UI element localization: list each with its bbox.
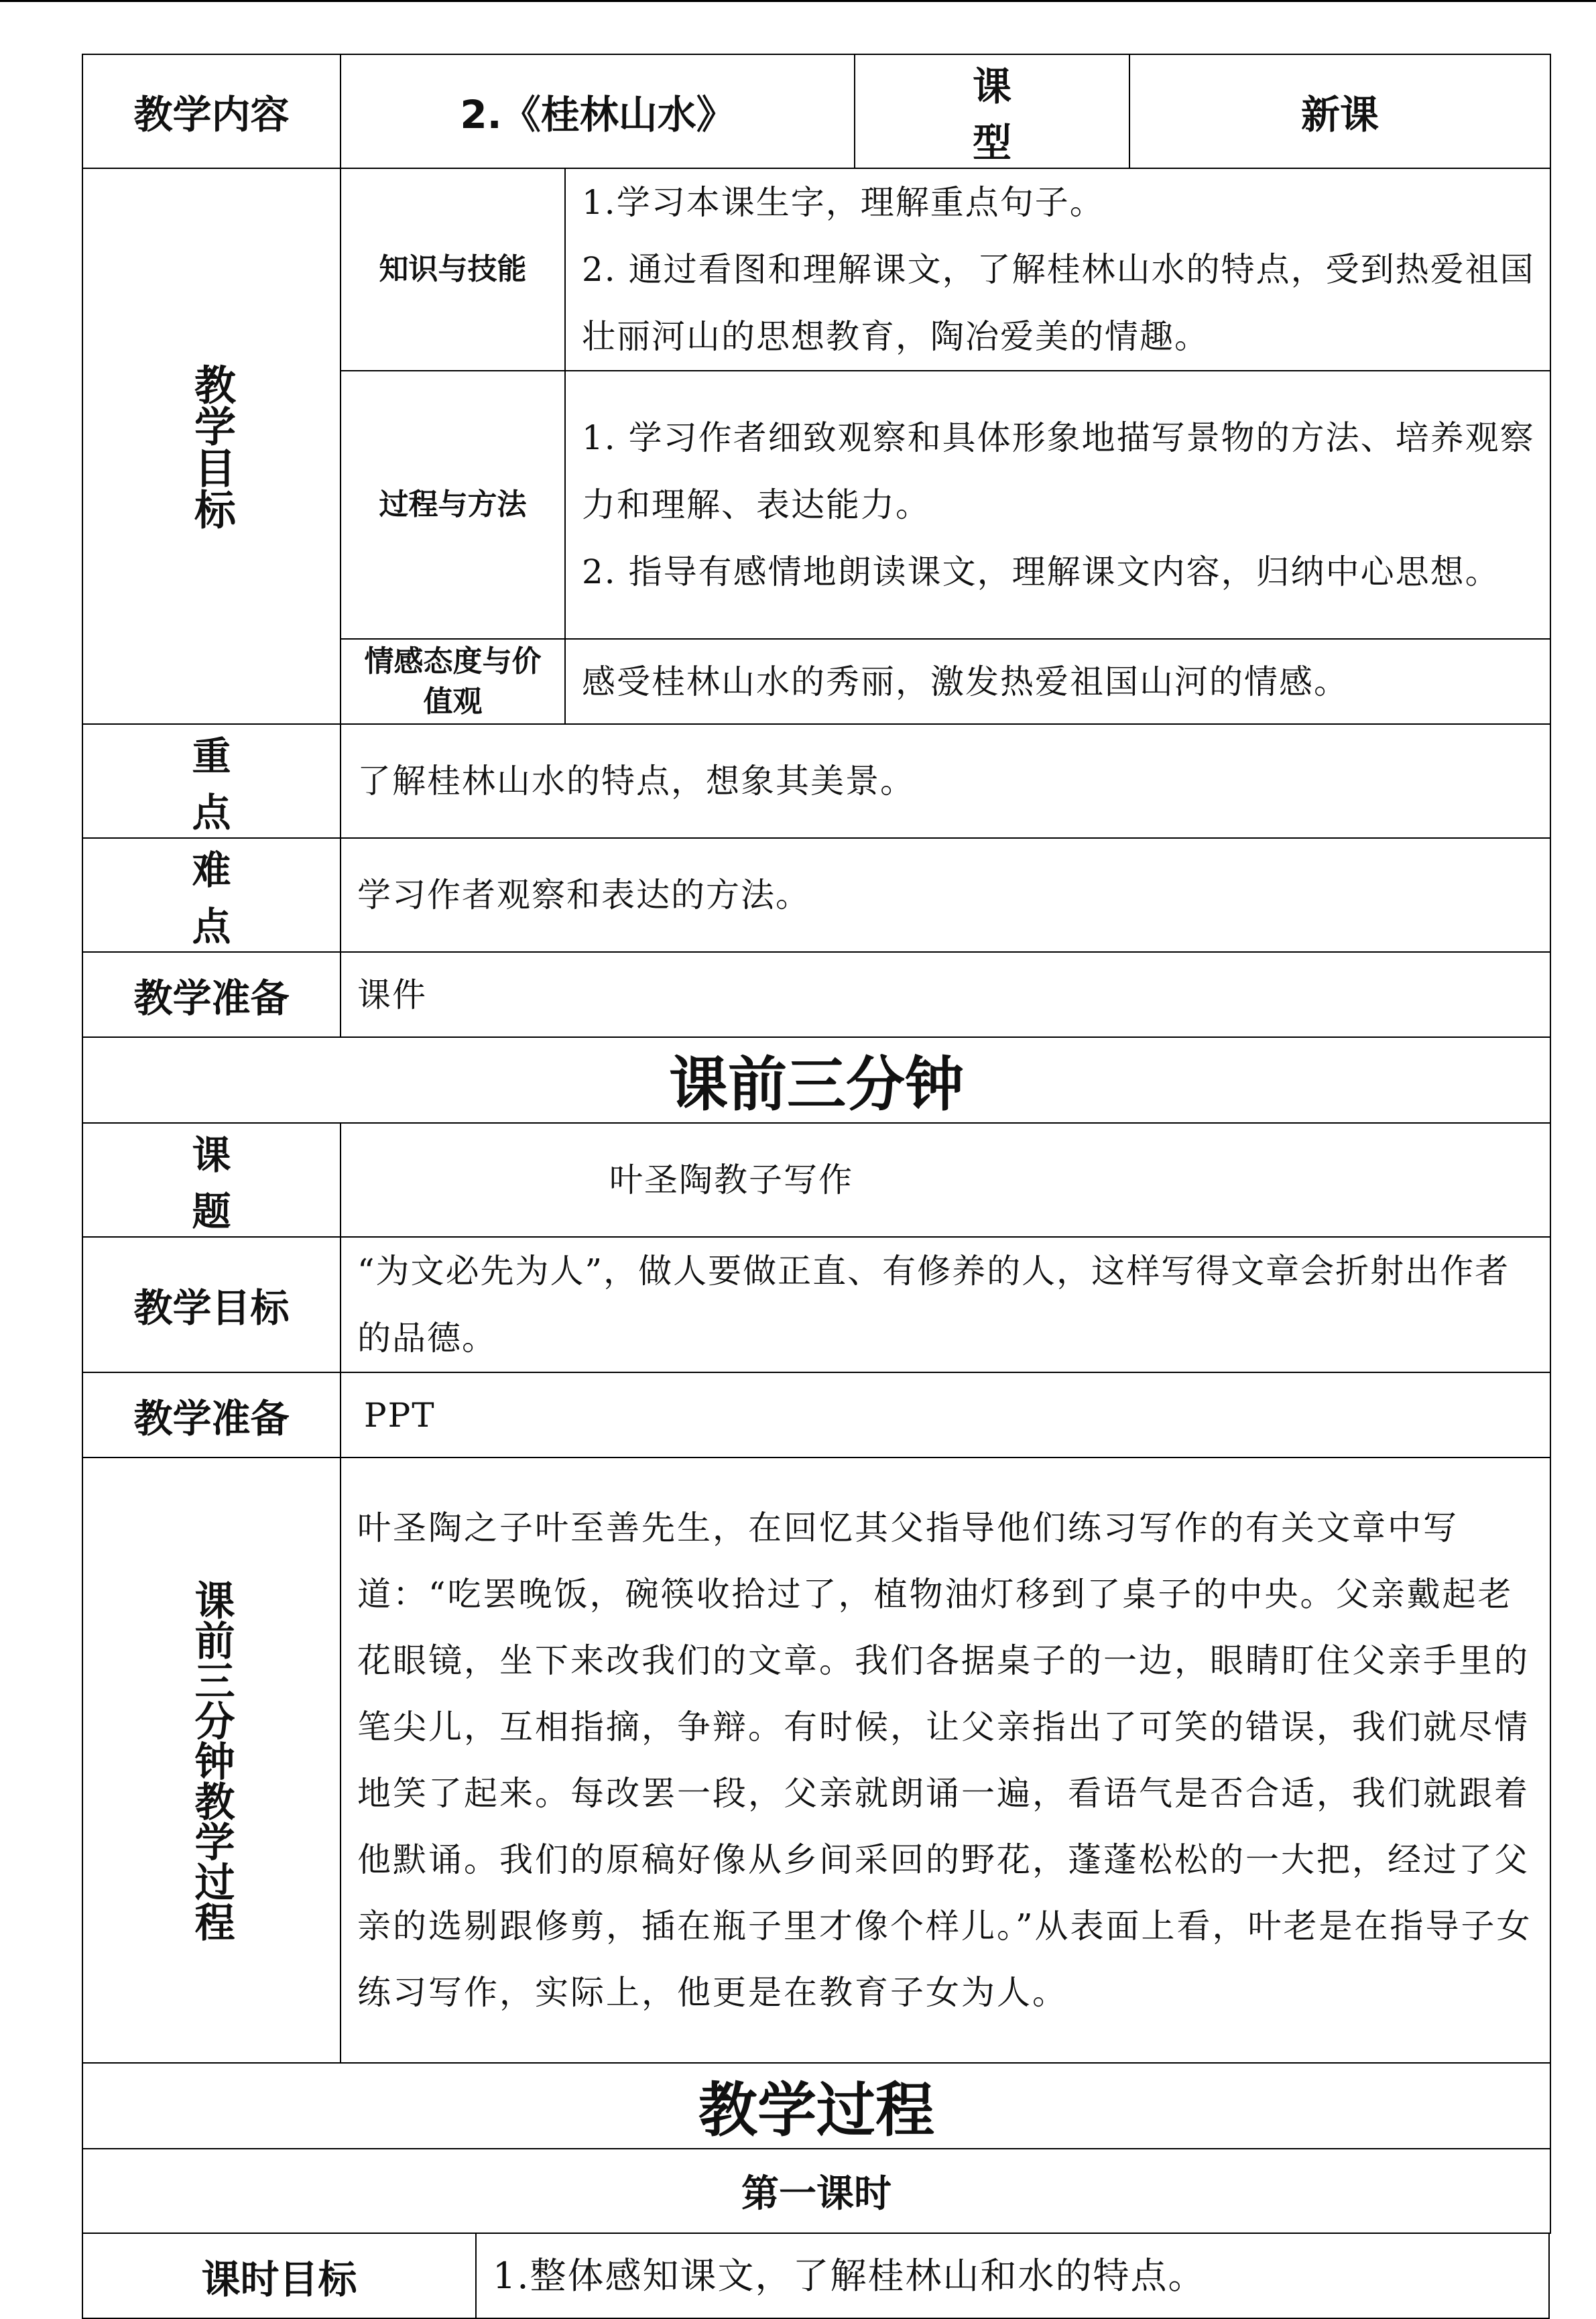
content-label: 教学内容 xyxy=(82,54,341,168)
objective-knowledge-row xyxy=(82,168,1550,371)
teaching-process-banner: 教学过程 xyxy=(82,2063,1550,2149)
lesson-title: 2.《桂林山水》 xyxy=(341,54,855,168)
process-line-2: 2. 指导有感情地朗读课文，理解课文内容，归纳中心思想。 xyxy=(582,552,1500,591)
knowledge-label: 知识与技能 xyxy=(341,168,565,371)
process-line-1: 1. 学习作者细致观察和具体形象地描写景物的方法、培养观察力和理解、表达能力。 xyxy=(582,418,1535,524)
pre-class-process-label: 课前三分钟教学过程 xyxy=(188,1579,235,1942)
pre-class-process-text: 叶圣陶之子叶至善先生，在回忆其父指导他们练习写作的有关文章中写道：“吃罢晚饭，碗筷收拾过了，植物油灯移到了桌子的中央。父亲戴起老花眼镜，坐下来改我们的文章。我们各据桌子的一边，眼睛盯住父亲手里的笔尖儿，互相指摘，争辩。有时候，让父亲指出了可笑的错误，我们就尽情地笑了起来。每改罢一段，父亲就朗诵一遍，看语气是否合适，我们就跟着他默诵。我们的原稿好像从乡间采回的野花，蓬蓬松松的一大把，经过了父亲的选剔跟修剪，插在瓶子里才像个样儿。”从表面上看，叶老是在指导子女练习写作，实际上，他更是在教育子女为人。 xyxy=(341,1458,1550,2063)
pre-class-banner-row xyxy=(82,1037,1550,1123)
teaching-process-banner-row xyxy=(82,2063,1550,2149)
knowledge-line-2: 2. 通过看图和理解课文，了解桂林山水的特点，受到热爱祖国壮丽河山的思想教育，陶冶爱美的情趣。 xyxy=(582,250,1535,356)
period-goal-label: 课时目标 xyxy=(82,2234,476,2318)
preparation-label: 教学准备 xyxy=(82,952,341,1037)
period-goal-table xyxy=(82,2234,1550,2319)
pre-class-process-row xyxy=(82,1458,1550,2063)
key-point-text: 了解桂林山水的特点，想象其美景。 xyxy=(341,724,1550,838)
difficulty-text: 学习作者观察和表达的方法。 xyxy=(341,838,1550,952)
knowledge-text xyxy=(565,168,1550,371)
goal-row xyxy=(82,1237,1550,1372)
difficulty-label: 难 点 xyxy=(82,838,341,952)
difficulty-row xyxy=(82,838,1550,952)
period-row xyxy=(82,2149,1550,2233)
emotion-label: 情感态度与价值观 xyxy=(341,639,565,724)
process-text xyxy=(565,371,1550,639)
topic-text: 叶圣陶教子写作 xyxy=(341,1123,1550,1237)
objectives-label-cell xyxy=(82,168,341,724)
pre-class-banner: 课前三分钟 xyxy=(82,1037,1550,1123)
prep-label: 教学准备 xyxy=(82,1372,341,1458)
goal-text: “为文必先为人”，做人要做正直、有修养的人，这样写得文章会折射出作者的品德。 xyxy=(341,1237,1550,1372)
main-table xyxy=(82,54,1551,2234)
period-goal-text: 1.整体感知课文，了解桂林山和水的特点。 xyxy=(476,2234,1549,2318)
objectives-label: 教学目标 xyxy=(187,363,237,530)
top-border-line xyxy=(0,0,1596,2)
period-goal-row xyxy=(82,2234,1549,2318)
prep-row xyxy=(82,1372,1550,1458)
header-row xyxy=(82,54,1550,168)
period-title: 第一课时 xyxy=(82,2149,1550,2233)
type-value: 新课 xyxy=(1129,54,1550,168)
preparation-row xyxy=(82,952,1550,1037)
key-point-label: 重 点 xyxy=(82,724,341,838)
prep-text: PPT xyxy=(341,1372,1550,1458)
topic-label: 课 题 xyxy=(82,1123,341,1237)
key-point-row xyxy=(82,724,1550,838)
lesson-plan-table xyxy=(82,54,1550,2302)
knowledge-line-1: 1.学习本课生字，理解重点句子。 xyxy=(582,183,1105,222)
pre-class-process-label-cell xyxy=(82,1458,341,2063)
goal-label: 教学目标 xyxy=(82,1237,341,1372)
type-label: 课 型 xyxy=(855,54,1129,168)
emotion-text: 感受桂林山水的秀丽，激发热爱祖国山河的情感。 xyxy=(565,639,1550,724)
process-label: 过程与方法 xyxy=(341,371,565,639)
topic-row xyxy=(82,1123,1550,1237)
preparation-text: 课件 xyxy=(341,952,1550,1037)
